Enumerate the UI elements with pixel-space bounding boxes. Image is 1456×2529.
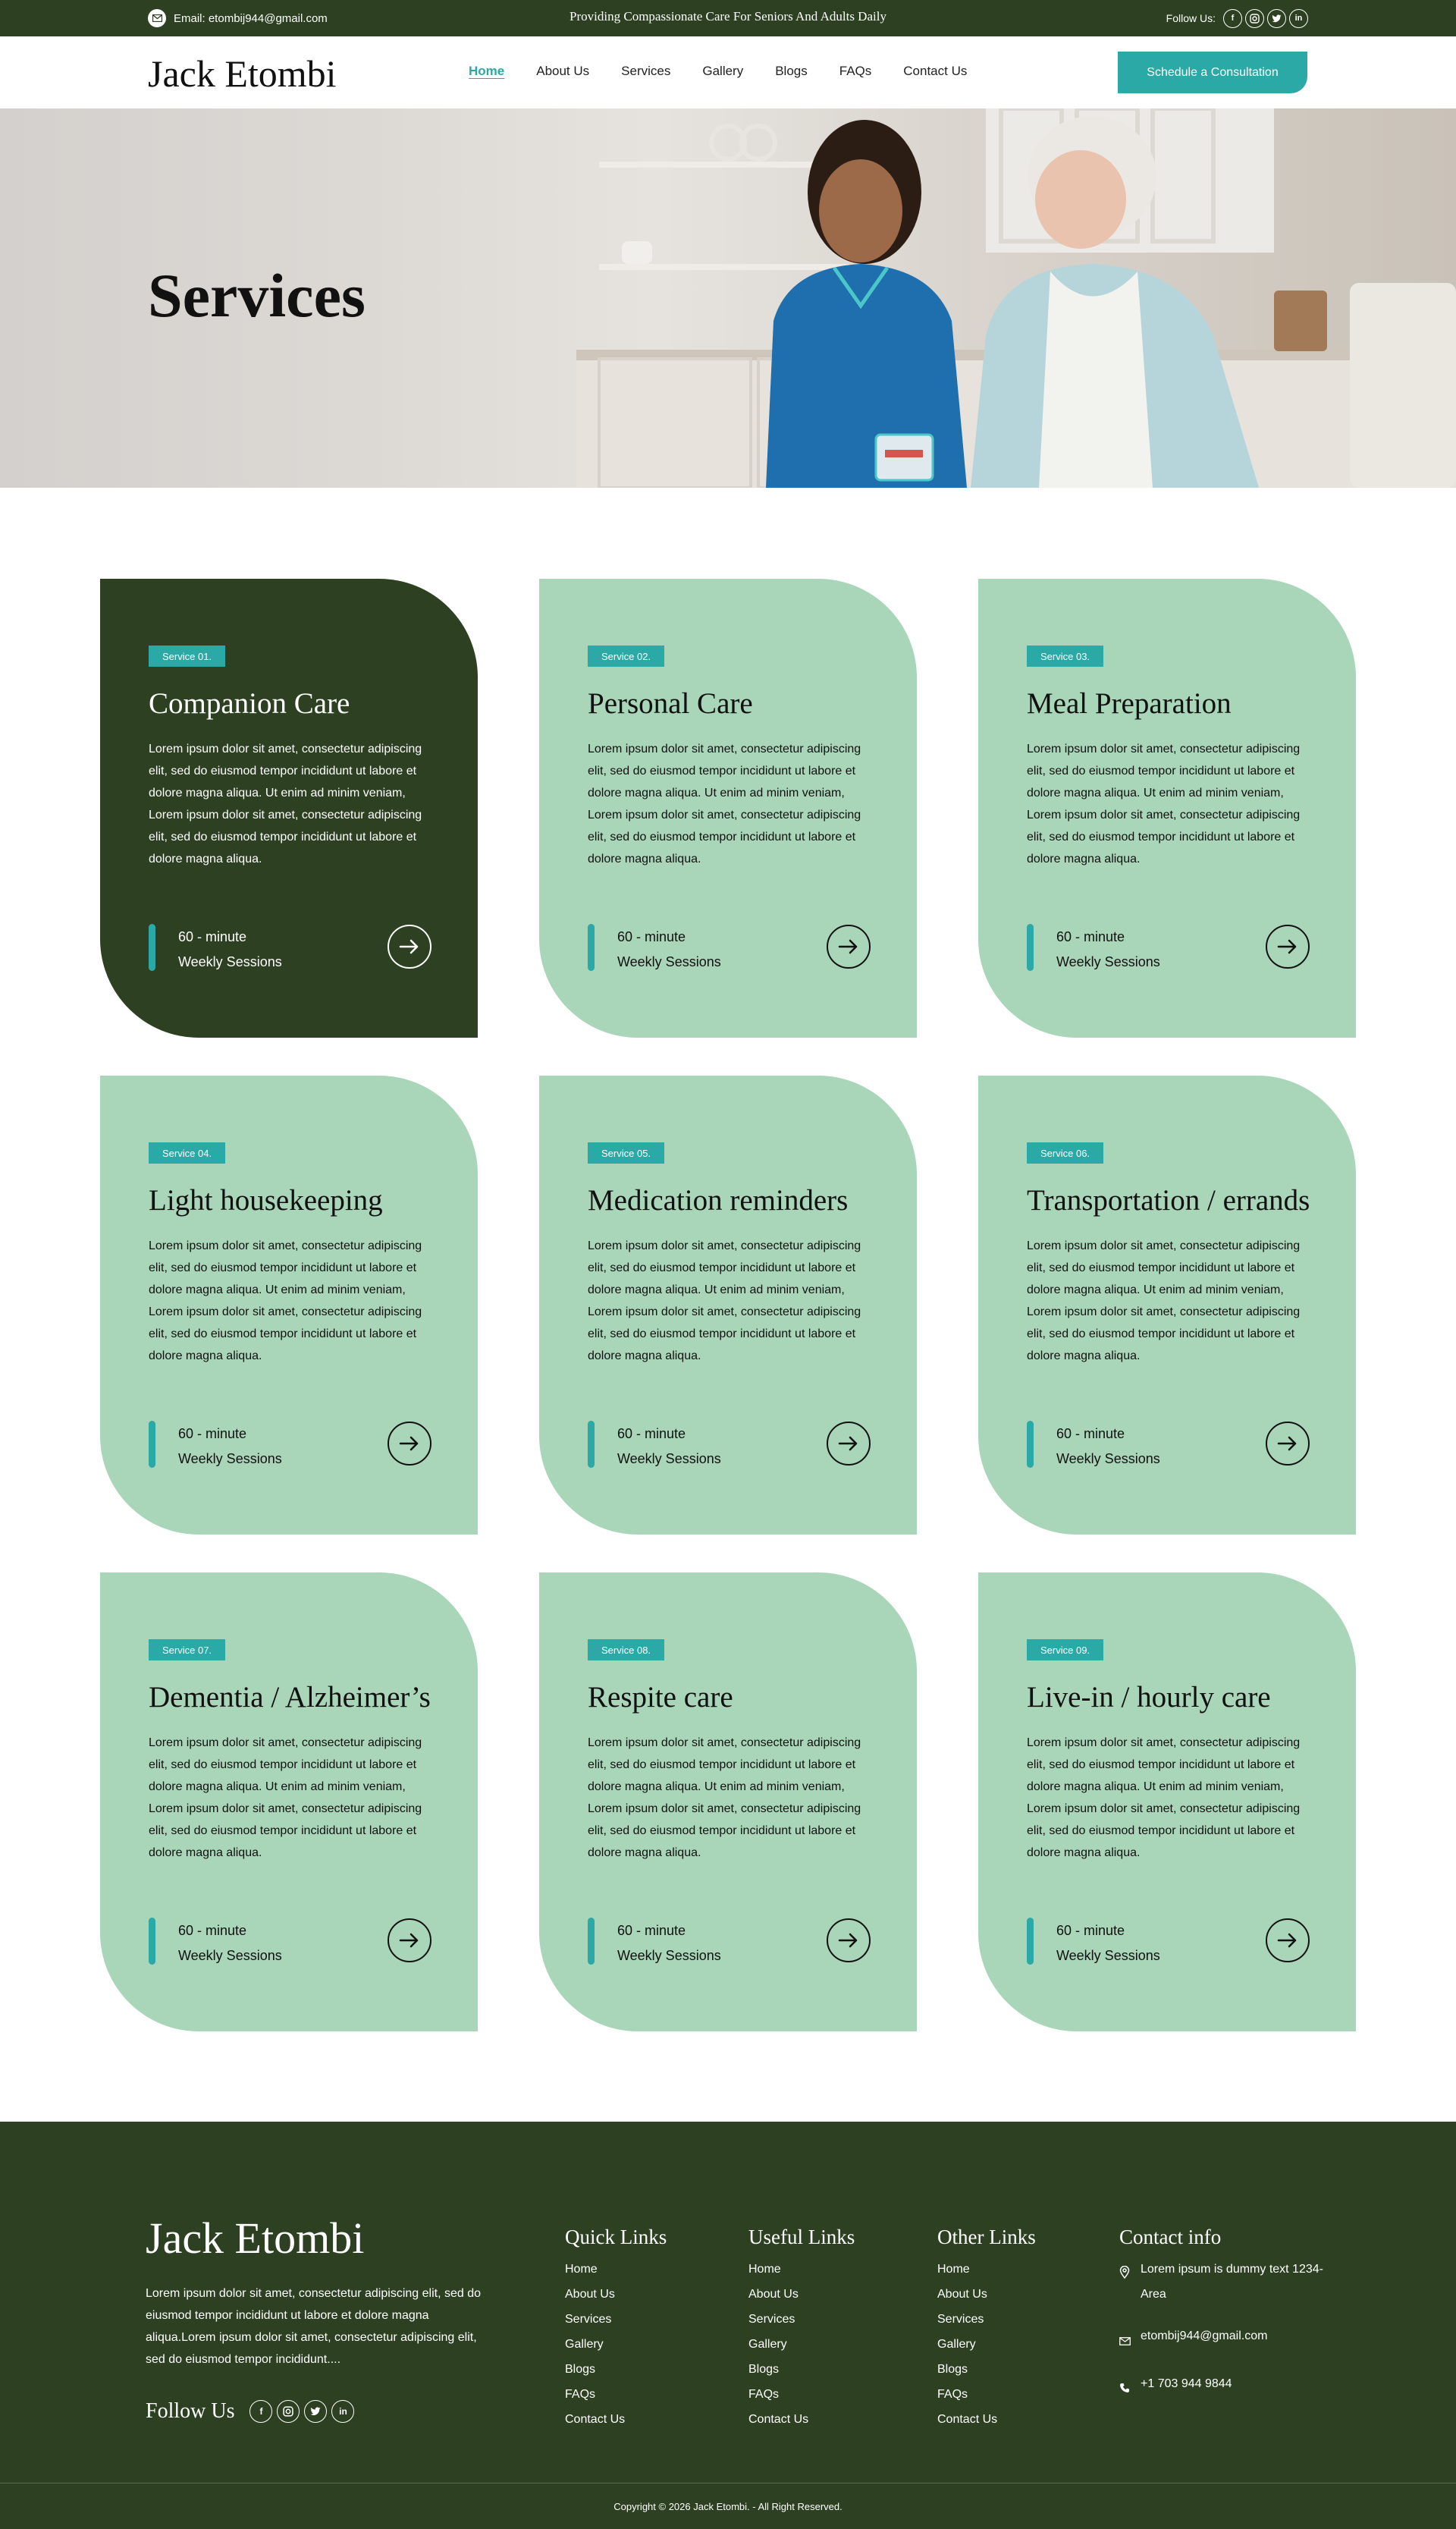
- footer-link[interactable]: Home: [937, 2263, 970, 2276]
- twitter-icon[interactable]: [304, 2400, 327, 2423]
- service-title: Meal Preparation: [1027, 687, 1232, 720]
- twitter-icon[interactable]: [1267, 9, 1286, 28]
- nav-home[interactable]: Home: [469, 64, 505, 78]
- service-badge: Service 02.: [588, 646, 664, 667]
- topbar-email-text: Email: etombij944@gmail.com: [174, 11, 328, 25]
- follow-label: Follow Us:: [1166, 12, 1216, 24]
- footer-link[interactable]: About Us: [565, 2288, 615, 2301]
- footer-link[interactable]: FAQs: [565, 2388, 596, 2401]
- quick-links-title: Quick Links: [565, 2226, 667, 2248]
- service-card: [100, 579, 478, 1038]
- session-frequency: Weekly Sessions: [1056, 1948, 1160, 1963]
- service-description: Lorem ipsum dolor sit amet, consectetur adipiscing elit, sed do eiusmod tempor incididunt ut labore et dolore magna aliqua. Ut enim ad minim veniam, Lorem ipsum dolor sit amet, consectetur adipiscing elit, sed do eiusmod tempor incididunt ut labore et dolore magna aliqua.: [588, 743, 861, 866]
- arrow-right-icon[interactable]: [1266, 1422, 1310, 1466]
- service-card: [978, 1572, 1356, 2031]
- session-frequency: Weekly Sessions: [178, 1948, 282, 1963]
- nav-about-us[interactable]: About Us: [536, 64, 590, 78]
- session-duration: 60 - minute: [1056, 1426, 1125, 1441]
- arrow-right-icon[interactable]: [388, 1422, 431, 1466]
- service-badge: Service 05.: [588, 1142, 664, 1164]
- contact-info: [1119, 2226, 1324, 2402]
- contact-info-title: Contact info: [1119, 2226, 1222, 2248]
- arrow-right-icon[interactable]: [827, 1422, 871, 1466]
- service-description: Lorem ipsum dolor sit amet, consectetur adipiscing elit, sed do eiusmod tempor incididunt ut labore et dolore magna aliqua. Ut enim ad minim veniam, Lorem ipsum dolor sit amet, consectetur adipiscing elit, sed do eiusmod tempor incididunt ut labore et dolore magna aliqua.: [1027, 1736, 1301, 1859]
- nav-faqs[interactable]: FAQs: [839, 64, 872, 78]
- service-title: Live-in / hourly care: [1027, 1681, 1271, 1714]
- service-card: [539, 579, 917, 1038]
- site-footer: [0, 2122, 1456, 2529]
- nav-services[interactable]: Services: [621, 64, 671, 78]
- footer-link[interactable]: FAQs: [937, 2388, 968, 2401]
- useful-links-title: Useful Links: [748, 2226, 855, 2248]
- nav-gallery[interactable]: Gallery: [702, 64, 744, 78]
- arrow-right-icon[interactable]: [388, 1918, 431, 1962]
- contact-phone[interactable]: [1119, 2371, 1324, 2402]
- useful-links: [748, 2226, 855, 2432]
- service-title: Dementia / Alzheimer’s: [149, 1681, 431, 1714]
- facebook-icon[interactable]: f: [249, 2400, 272, 2423]
- footer-follow: [146, 2399, 354, 2424]
- footer-link[interactable]: FAQs: [748, 2388, 780, 2401]
- linkedin-icon[interactable]: in: [331, 2400, 354, 2423]
- session-duration: 60 - minute: [178, 929, 247, 944]
- session-accent-bar: [149, 1918, 155, 1965]
- footer-link[interactable]: Gallery: [937, 2338, 976, 2351]
- topbar-follow: [1166, 8, 1308, 29]
- session-info: [1056, 925, 1160, 975]
- session-info: [1056, 1918, 1160, 1968]
- service-title: Transportation / errands: [1027, 1184, 1310, 1217]
- session-info: [617, 925, 721, 975]
- hero-banner: [0, 108, 1456, 488]
- session-info: [178, 1422, 282, 1472]
- service-badge: Service 09.: [1027, 1639, 1103, 1660]
- contact-address: [1119, 2257, 1324, 2307]
- session-accent-bar: [149, 924, 155, 971]
- footer-link[interactable]: Home: [748, 2263, 781, 2276]
- site-logo[interactable]: Jack Etombi: [148, 52, 337, 95]
- service-description: Lorem ipsum dolor sit amet, consectetur adipiscing elit, sed do eiusmod tempor incididunt ut labore et dolore magna aliqua. Ut enim ad minim veniam, Lorem ipsum dolor sit amet, consectetur adipiscing elit, sed do eiusmod tempor incididunt ut labore et dolore magna aliqua.: [1027, 743, 1301, 866]
- session-duration: 60 - minute: [1056, 929, 1125, 944]
- session-frequency: Weekly Sessions: [617, 1948, 721, 1963]
- instagram-icon[interactable]: [277, 2400, 300, 2423]
- footer-link[interactable]: Contact Us: [565, 2413, 626, 2426]
- contact-email-text: etombij944@gmail.com: [1141, 2330, 1268, 2342]
- service-card: [978, 1076, 1356, 1535]
- service-title: Medication reminders: [588, 1184, 849, 1217]
- session-accent-bar: [1027, 1421, 1034, 1468]
- service-title: Respite care: [588, 1681, 733, 1714]
- schedule-consultation-button[interactable]: Schedule a Consultation: [1118, 52, 1307, 93]
- copyright-text: Copyright © 2026 Jack Etombi. - All Right Reserved.: [613, 2501, 843, 2512]
- contact-address-text: Lorem ipsum is dummy text 1234-Area: [1141, 2263, 1323, 2301]
- arrow-right-icon[interactable]: [827, 1918, 871, 1962]
- service-badge: Service 04.: [149, 1142, 225, 1164]
- footer-link[interactable]: Blogs: [565, 2363, 596, 2376]
- session-accent-bar: [588, 1918, 595, 1965]
- top-bar: [0, 0, 1456, 36]
- footer-link[interactable]: Services: [565, 2313, 612, 2326]
- session-accent-bar: [588, 1421, 595, 1468]
- service-description: Lorem ipsum dolor sit amet, consectetur adipiscing elit, sed do eiusmod tempor incididunt ut labore et dolore magna aliqua. Ut enim ad minim veniam, Lorem ipsum dolor sit amet, consectetur adipiscing elit, sed do eiusmod tempor incididunt ut labore et dolore magna aliqua.: [588, 1736, 861, 1859]
- service-badge: Service 06.: [1027, 1142, 1103, 1164]
- other-links-title: Other Links: [937, 2226, 1036, 2248]
- phone-icon: [1119, 2371, 1131, 2402]
- session-duration: 60 - minute: [617, 1923, 686, 1938]
- session-info: [178, 1918, 282, 1968]
- mail-icon: [1119, 2323, 1131, 2355]
- service-description: Lorem ipsum dolor sit amet, consectetur adipiscing elit, sed do eiusmod tempor incididunt ut labore et dolore magna aliqua. Ut enim ad minim veniam, Lorem ipsum dolor sit amet, consectetur adipiscing elit, sed do eiusmod tempor incididunt ut labore et dolore magna aliqua.: [149, 1736, 422, 1859]
- site-header: [0, 36, 1456, 108]
- footer-follow-label: Follow Us: [146, 2399, 235, 2423]
- other-links: [937, 2226, 1036, 2432]
- footer-link[interactable]: Gallery: [748, 2338, 787, 2351]
- service-card: [539, 1076, 917, 1535]
- session-accent-bar: [588, 924, 595, 971]
- contact-phone-text: +1 703 944 9844: [1141, 2377, 1232, 2390]
- session-frequency: Weekly Sessions: [1056, 954, 1160, 969]
- session-duration: 60 - minute: [617, 929, 686, 944]
- page-title: Services: [148, 261, 366, 330]
- service-badge: Service 01.: [149, 646, 225, 667]
- service-badge: Service 03.: [1027, 646, 1103, 667]
- service-description: Lorem ipsum dolor sit amet, consectetur adipiscing elit, sed do eiusmod tempor incididunt ut labore et dolore magna aliqua. Ut enim ad minim veniam, Lorem ipsum dolor sit amet, consectetur adipiscing elit, sed do eiusmod tempor incididunt ut labore et dolore magna aliqua.: [1027, 1239, 1301, 1362]
- service-card: [978, 579, 1356, 1038]
- session-info: [1056, 1422, 1160, 1472]
- instagram-icon[interactable]: [1245, 9, 1264, 28]
- session-accent-bar: [1027, 1918, 1034, 1965]
- nav-contact-us[interactable]: Contact Us: [903, 64, 968, 78]
- session-accent-bar: [1027, 924, 1034, 971]
- session-duration: 60 - minute: [178, 1426, 247, 1441]
- session-frequency: Weekly Sessions: [617, 954, 721, 969]
- linkedin-icon[interactable]: in: [1289, 9, 1308, 28]
- service-description: Lorem ipsum dolor sit amet, consectetur adipiscing elit, sed do eiusmod tempor incididunt ut labore et dolore magna aliqua. Ut enim ad minim veniam, Lorem ipsum dolor sit amet, consectetur adipiscing elit, sed do eiusmod tempor incididunt ut labore et dolore magna aliqua.: [149, 1239, 422, 1362]
- footer-logo[interactable]: Jack Etombi: [146, 2213, 365, 2263]
- footer-link[interactable]: Home: [565, 2263, 598, 2276]
- footer-link[interactable]: Services: [748, 2313, 795, 2326]
- footer-link[interactable]: Services: [937, 2313, 984, 2326]
- main-nav: [469, 64, 967, 79]
- footer-link[interactable]: Blogs: [748, 2363, 780, 2376]
- session-frequency: Weekly Sessions: [178, 954, 282, 969]
- service-title: Companion Care: [149, 687, 350, 720]
- arrow-right-icon[interactable]: [827, 925, 871, 969]
- facebook-icon[interactable]: f: [1223, 9, 1242, 28]
- contact-email[interactable]: [1119, 2323, 1324, 2355]
- arrow-right-icon[interactable]: [388, 925, 431, 969]
- quick-links: [565, 2226, 667, 2432]
- nav-blogs[interactable]: Blogs: [775, 64, 808, 78]
- footer-link[interactable]: Gallery: [565, 2338, 604, 2351]
- footer-link[interactable]: About Us: [937, 2288, 987, 2301]
- footer-link[interactable]: Contact Us: [937, 2413, 998, 2426]
- service-card: [539, 1572, 917, 2031]
- session-frequency: Weekly Sessions: [617, 1451, 721, 1466]
- arrow-right-icon[interactable]: [1266, 1918, 1310, 1962]
- footer-link[interactable]: Contact Us: [748, 2413, 809, 2426]
- service-badge: Service 07.: [149, 1639, 225, 1660]
- session-accent-bar: [149, 1421, 155, 1468]
- session-info: [178, 925, 282, 975]
- session-duration: 60 - minute: [1056, 1923, 1125, 1938]
- service-card: [100, 1572, 478, 2031]
- service-title: Personal Care: [588, 687, 753, 720]
- location-pin-icon: [1119, 2257, 1131, 2307]
- session-duration: 60 - minute: [178, 1923, 247, 1938]
- footer-link[interactable]: Blogs: [937, 2363, 968, 2376]
- session-duration: 60 - minute: [617, 1426, 686, 1441]
- service-description: Lorem ipsum dolor sit amet, consectetur adipiscing elit, sed do eiusmod tempor incididunt ut labore et dolore magna aliqua. Ut enim ad minim veniam, Lorem ipsum dolor sit amet, consectetur adipiscing elit, sed do eiusmod tempor incididunt ut labore et dolore magna aliqua.: [588, 1239, 861, 1362]
- service-title: Light housekeeping: [149, 1184, 383, 1217]
- service-badge: Service 08.: [588, 1639, 664, 1660]
- session-frequency: Weekly Sessions: [178, 1451, 282, 1466]
- topbar-tagline: Providing Compassionate Care For Seniors And Adults Daily: [570, 9, 886, 24]
- session-info: [617, 1918, 721, 1968]
- session-frequency: Weekly Sessions: [1056, 1451, 1160, 1466]
- session-info: [617, 1422, 721, 1472]
- footer-description: Lorem ipsum dolor sit amet, consectetur adipiscing elit, sed do eiusmod tempor incididunt ut labore et dolore magna aliqua.Lorem ipsum dolor sit amet, consectetur adipiscing elit, sed do eiusmod tempor incididunt....: [146, 2287, 481, 2366]
- arrow-right-icon[interactable]: [1266, 925, 1310, 969]
- service-description: Lorem ipsum dolor sit amet, consectetur adipiscing elit, sed do eiusmod tempor incididunt ut labore et dolore magna aliqua. Ut enim ad minim veniam, Lorem ipsum dolor sit amet, consectetur adipiscing elit, sed do eiusmod tempor incididunt ut labore et dolore magna aliqua.: [149, 743, 422, 866]
- footer-link[interactable]: About Us: [748, 2288, 799, 2301]
- service-card: [100, 1076, 478, 1535]
